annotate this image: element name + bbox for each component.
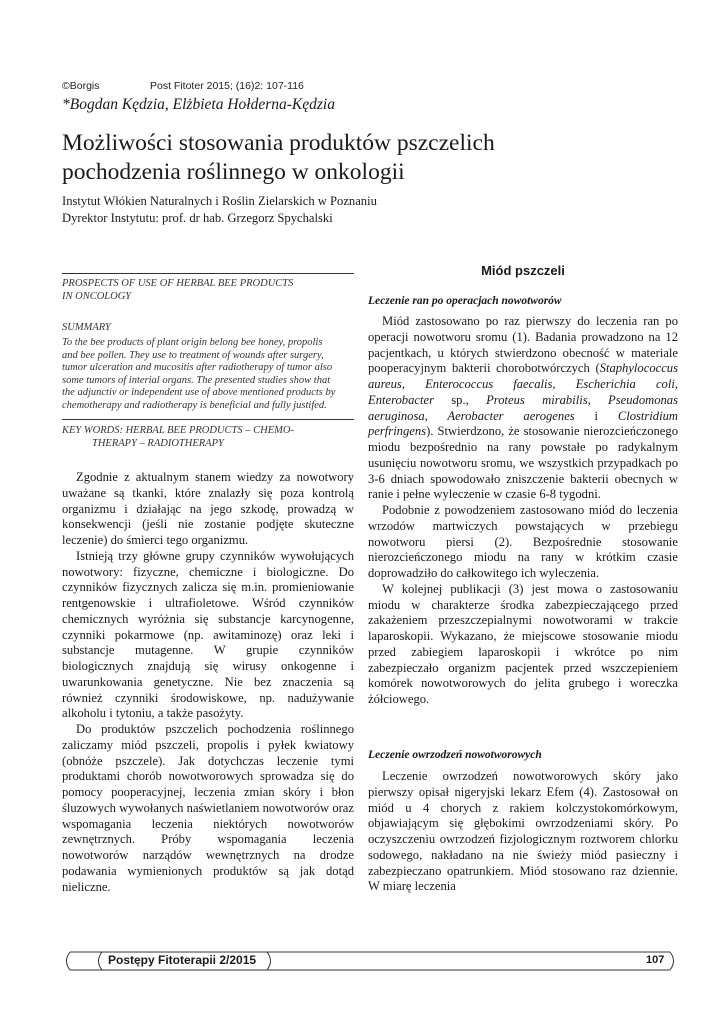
text-run: ). Stwierdzono, że stosowanie nierozcieńczonego miodu bezpośrednio na rany powstałe po radykalnym usunięciu nowotworu sromu, we wszystkich przypadkach po 3-6 dniach spowodowało zniszczenie bakterii obecnych w ranie i pełne wyleczenie w czasie 6-8 tygodni. bbox=[368, 424, 678, 502]
summary-line: some tumors of interial organs. The presented studies show that bbox=[62, 374, 331, 386]
left-column bbox=[62, 470, 354, 895]
divider-top bbox=[62, 273, 354, 274]
title-line-1: Możliwości stosowania produktów pszczelich bbox=[62, 130, 495, 156]
paragraph: Leczenie owrzodzeń nowotworowych skóry jako pierwszy opisał nigeryjski lekarz Efem (4). Zastosował on miód u 4 chorych z rakiem kolczystokomórkowym, objawiającym się głębokimi owrzodzeniami skóry. Po oczyszczeniu owrzodzeń fizjologicznym roztworem chlorku sodowego, nakładano na nie świeży miód pasieczny i zabezpieczano opatrunkiem. Miód stosowano raz dziennie. W miarę leczenia bbox=[368, 769, 678, 894]
species-names: Proteus mirabilis, Pseudomonas aeruginosa, Aerobacter aerogenes bbox=[368, 392, 679, 423]
affiliation-institute: Instytut Włókien Naturalnych i Roślin Zielarskich w Poznaniu bbox=[62, 194, 377, 208]
paragraph: Do produktów pszczelich pochodzenia roślinnego zaliczamy miód pszczeli, propolis i pyłek kwiatowy (obnóże pszczele). Jak dotychczas leczenie tymi produktami chorób nowotworowych sprowadza się do pomocy pooperacyjnej, leczenia zmian skóry i błon śluzowych wywołanych naświetlaniem nowotworów oraz wspomagania leczenia niektórych nowotworów zewnętrznych. Próby wspomagania leczenia nowotworów narządów wewnętrznych na drodze podawania wymienionych produktów są jak dotąd nieliczne. bbox=[62, 722, 354, 894]
text-run: i bbox=[574, 408, 618, 423]
summary-text bbox=[62, 337, 354, 412]
footer bbox=[62, 951, 678, 971]
summary-line: To the bee products of plant origin belong bee honey, propolis bbox=[62, 337, 323, 348]
affiliation bbox=[62, 193, 662, 226]
subsection-title-1: Leczenie ran po operacjach nowotworów bbox=[368, 295, 562, 307]
journal-name: Postępy Fitoterapii 2/2015 bbox=[108, 953, 257, 967]
paragraph: Podobnie z powodzeniem zastosowano miód do leczenia wrzodów martwiczych powstających w przebiegu nowotworu piersi (2). Bezpośrednie stosowanie nierozcieńczonego miodu na rany w krótkim czasie doprowadziło do całkowitego ich wyleczenia. bbox=[368, 503, 678, 580]
keywords bbox=[62, 425, 354, 450]
species-names: Clostridium perfringens bbox=[368, 408, 678, 439]
paragraph bbox=[368, 314, 678, 503]
english-title-line-2: IN ONCOLOGY bbox=[62, 290, 132, 302]
species-names: Staphylococcus aureus, Enterococcus faecalis, Escherichia coli, Enterobacter bbox=[368, 361, 678, 407]
summary-line: chemotherapy and radiotherapy is beneficial and fully justifed. bbox=[62, 399, 327, 411]
section-title: Miód pszczeli bbox=[481, 263, 565, 278]
page-title bbox=[62, 129, 662, 187]
summary-line: and bee pollen. They use to treatment of wounds after surgery, bbox=[62, 349, 324, 361]
paragraph: Zgodnie z aktualnym stanem wiedzy za nowotwory uważane są tkanki, które znalazły się poza kontrolą organizmu i działając na jego szkodę, prowadzą w konsekwencji (jeśli nie zostanie podjęte skuteczne leczenie) do śmierci tego organizmu. bbox=[62, 470, 354, 547]
summary-label: SUMMARY bbox=[62, 322, 111, 333]
text-run: Miód zastosowano po raz pierwszy do leczenia ran po operacji nowotworu sromu (1). Badania prowadzono na 12 pacjentkach, u których stwierdzono obecność w materiale pooperacyjnym bakterii chorobotwórczych ( bbox=[368, 314, 678, 376]
summary-line: tumor ulceration and mucositis after radiotherapy of tumor also bbox=[62, 362, 333, 373]
english-title-line-1: PROSPECTS OF USE OF HERBAL BEE PRODUCTS bbox=[62, 278, 294, 289]
authors: *Bogdan Kędzia, Elżbieta Hołderna-Kędzia bbox=[62, 96, 335, 113]
page-number: 107 bbox=[646, 954, 665, 966]
right-column-part-2 bbox=[368, 769, 678, 895]
keywords-line-2: THERAPY – RADIOTHERAPY bbox=[92, 437, 224, 449]
paragraph: Istnieją trzy główne grupy czynników wywołujących nowotwory: fizyczne, chemiczne i biologiczne. Do czynników fizycznych zalicza się m.in. promieniowanie rentgenowskie i ultrafioletowe. Wśród czynników chemicznych wyróżnia się substancje karcynogenne, czynniki pokarmowe (np. awitaminozę) oraz leki i substancje mutagenne. W grupie czynników biologicznych znajdują się wirusy onkogenne i uwarunkowania genetyczne. Nie bez znaczenia są również czynniki środowiskowe, np. nadużywanie alkoholu i tytoniu, a także pasożyty. bbox=[62, 548, 354, 721]
subsection-title-2: Leczenie owrzodzeń nowotworowych bbox=[368, 749, 542, 761]
citation: Post Fitoter 2015; (16)2: 107-116 bbox=[150, 80, 304, 92]
right-column-part-1 bbox=[368, 314, 678, 708]
affiliation-director: Dyrektor Instytutu: prof. dr hab. Grzegorz Spychalski bbox=[62, 210, 333, 225]
publisher-label: ©Borgis bbox=[62, 80, 100, 92]
paragraph: W kolejnej publikacji (3) jest mowa o zastosowaniu miodu w charakterze środka zabezpieczającego przed zakażeniem przeszczepialnymi nowotworami w trakcie laparoskopii. Wykazano, że miejscowe stosowanie miodu przed zabiegiem laparoskopii i wkrótce po nim zabezpieczało organizm pacjentek przed wszczepieniem komórek nowotworowych do jelita grubego i woreczka żółciowego. bbox=[368, 581, 678, 706]
title-line-2: pochodzenia roślinnego w onkologii bbox=[62, 159, 405, 185]
text-run: sp., bbox=[433, 392, 487, 407]
keywords-line-1: KEY WORDS: HERBAL BEE PRODUCTS – CHEMO- bbox=[62, 425, 294, 436]
summary-line: the adjunctiv or independent use of above mentioned products by bbox=[62, 387, 336, 398]
english-title bbox=[62, 278, 354, 303]
divider-keywords bbox=[62, 419, 354, 420]
